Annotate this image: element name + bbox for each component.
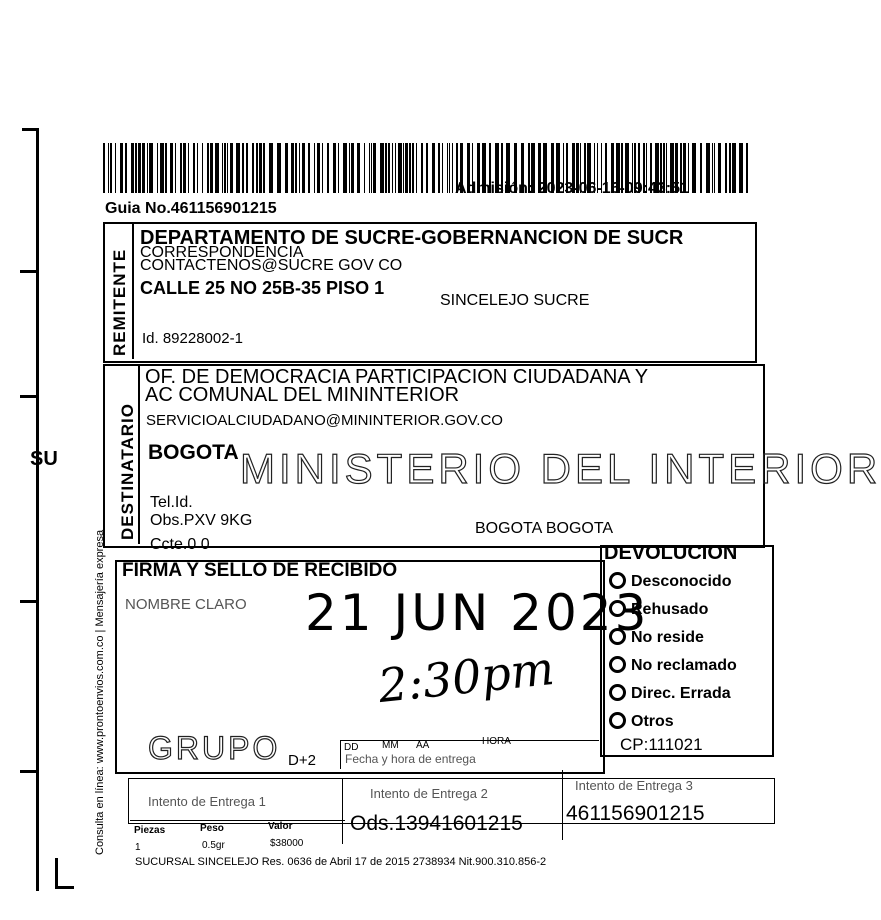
barcode-bar: [388, 143, 390, 193]
barcode-bar: [170, 143, 173, 193]
intentos-divider: [562, 770, 563, 840]
barcode-bar: [409, 143, 411, 193]
destinatario-city: BOGOTA: [148, 441, 239, 464]
barcode-bar: [125, 143, 127, 193]
barcode-bar: [314, 143, 315, 193]
devolucion-title: DEVOLUCION: [604, 542, 738, 564]
barcode-bar: [142, 143, 145, 193]
barcode-bar: [403, 143, 404, 193]
barcode-bar: [333, 143, 336, 193]
valor-header: Valor: [268, 821, 293, 832]
barcode-bar: [120, 143, 123, 193]
firma-title: FIRMA Y SELLO DE RECIBIDO: [122, 560, 398, 581]
barcode-bar: [380, 143, 384, 193]
ministerio-stamp: MINISTERIO DEL INTERIOR: [240, 445, 881, 492]
barcode-bar: [369, 143, 370, 193]
barcode-bar: [442, 143, 443, 193]
barcode-bar: [183, 143, 186, 193]
barcode-bar: [447, 143, 448, 193]
barcode-bar: [188, 143, 189, 193]
barcode-bar: [700, 143, 702, 193]
sucursal-line: SUCURSAL SINCELEJO Res. 0636 de Abril 17 de 2015 2738934 Nit.900.310.856-2: [135, 856, 547, 868]
barcode-bar: [412, 143, 414, 193]
barcode-bar: [706, 143, 710, 193]
barcode-bar: [160, 143, 164, 193]
radio-icon: [609, 656, 626, 673]
barcode-bar: [385, 143, 387, 193]
barcode-bar: [263, 143, 265, 193]
destinatario-label: DESTINATARIO: [118, 403, 137, 540]
nombre-claro-label: NOMBRE CLARO: [125, 596, 247, 613]
d2-label: D+2: [288, 752, 316, 769]
barcode-bar: [295, 143, 297, 193]
barcode-bar: [421, 143, 423, 193]
barcode-bar: [242, 143, 244, 193]
barcode-bar: [299, 143, 300, 193]
aa-label: AA: [416, 740, 430, 751]
barcode-bar: [438, 143, 440, 193]
margin-tick: [20, 270, 38, 273]
barcode-bar: [405, 143, 408, 193]
barcode-bar: [210, 143, 213, 193]
barcode-bar: [147, 143, 148, 193]
barcode-bar: [115, 143, 116, 193]
destinatario-name1: OF. DE DEMOCRACIA PARTICIPACION CIUDADANA Y: [145, 366, 649, 388]
barcode-bar: [175, 143, 176, 193]
barcode-bar: [252, 143, 254, 193]
devolucion-options: [609, 572, 737, 740]
fecha-hora-label: Fecha y hora de entrega: [345, 752, 476, 766]
destinatario-email: SERVICIOALCIUDADANO@MININTERIOR.GOV.CO: [146, 412, 503, 429]
barcode-bar: [108, 143, 109, 193]
radio-icon: [609, 712, 626, 729]
barcode-bar: [236, 143, 240, 193]
intento-1: Intento de Entrega 1: [148, 794, 266, 809]
valor-value: $38000: [270, 838, 304, 849]
peso-value: 0.5gr: [202, 840, 225, 851]
barcode-bar: [739, 143, 743, 193]
barcode-bar: [222, 143, 223, 193]
handwritten-time: 2:30pm: [375, 640, 557, 714]
guia-number: Guia No.461156901215: [105, 200, 277, 217]
intento-3: Intento de Entrega 3: [575, 778, 693, 793]
remitente-name: DEPARTAMENTO DE SUCRE-GOBERNANCION DE SUCR: [140, 227, 684, 249]
piezas-value: 1: [135, 842, 141, 853]
barcode-bar: [110, 143, 112, 193]
margin-tick: [20, 395, 38, 398]
ods-number: Ods.13941601215: [350, 812, 523, 835]
barcode-bar: [165, 143, 167, 193]
barcode-bar: [197, 143, 198, 193]
barcode-bar: [202, 143, 203, 193]
barcode-bar: [157, 143, 158, 193]
barcode-bar: [224, 143, 226, 193]
destinatario-city2: BOGOTA BOGOTA: [475, 520, 614, 537]
barcode-bar: [746, 143, 748, 193]
barcode-bar: [149, 143, 153, 193]
remitente-id: Id. 89228002-1: [142, 330, 243, 347]
hora-label: HORA: [482, 736, 511, 747]
devolucion-cp: CP:111021: [620, 735, 703, 754]
barcode-bar: [729, 143, 731, 193]
barcode-bar: [349, 143, 350, 193]
destinatario-divider: [138, 366, 140, 544]
barcode-bar: [103, 143, 105, 193]
radio-icon: [609, 684, 626, 701]
barcode-bar: [725, 143, 727, 193]
barcode-bar: [432, 143, 435, 193]
barcode-bar: [317, 143, 320, 193]
barcode-bar: [718, 143, 721, 193]
devolucion-option[interactable]: Rehusado: [609, 600, 737, 628]
barcode-bar: [322, 143, 323, 193]
remitente-address: CALLE 25 NO 25B-35 PISO 1: [140, 278, 385, 298]
barcode-bar: [246, 143, 248, 193]
margin-bracket-bottom: [55, 858, 74, 889]
devolucion-option[interactable]: Desconocido: [609, 572, 737, 600]
barcode-bar: [392, 143, 393, 193]
margin-tick: [20, 600, 38, 603]
barcode-bar: [395, 143, 396, 193]
remitente-city: SINCELEJO SUCRE: [440, 292, 590, 309]
received-date-stamp: 21 JUN 2023: [305, 584, 650, 642]
margin-tick: [20, 770, 38, 773]
margin-bracket: [22, 128, 39, 891]
barcode-bar: [227, 143, 228, 193]
barcode-bar: [371, 143, 372, 193]
barcode-bar: [732, 143, 736, 193]
guia-number-footer: 461156901215: [566, 802, 705, 825]
barcode-bar: [308, 143, 310, 193]
barcode-bar: [426, 143, 428, 193]
barcode-bar: [277, 143, 281, 193]
barcode-bar: [452, 143, 453, 193]
barcode-bar: [692, 143, 696, 193]
side-website-text: Consulta en línea: www.prontoenvios.com.co | Mensajería expresa: [94, 529, 106, 855]
barcode-bar: [131, 143, 134, 193]
destinatario-tel: Tel.Id.: [150, 494, 193, 511]
barcode-bar: [138, 143, 141, 193]
remitente-line1: CORRESPONDENCIA: [140, 244, 304, 261]
barcode-bar: [193, 143, 195, 193]
destinatario-obs: Obs.PXV 9KG: [150, 512, 253, 529]
barcode-bar: [343, 143, 347, 193]
peso-header: Peso: [200, 823, 224, 834]
barcode-bar: [416, 143, 417, 193]
barcode-bar: [230, 143, 233, 193]
admision-timestamp: Admisión: 2023-06-16-09:43:51: [455, 180, 689, 197]
barcode-bar: [712, 143, 713, 193]
barcode-bar: [215, 143, 219, 193]
grupo-stamp: GRUPO: [148, 730, 281, 766]
devolucion-option[interactable]: No reside: [609, 628, 737, 656]
barcode-bar: [269, 143, 273, 193]
barcode-bar: [285, 143, 288, 193]
barcode-bar: [327, 143, 329, 193]
barcode-bar: [291, 143, 294, 193]
barcode-bar: [256, 143, 258, 193]
barcode-bar: [398, 143, 402, 193]
radio-icon: [609, 628, 626, 645]
margin-text: SU: [30, 448, 58, 470]
remitente-email: CONTACTENOS@SUCRE GOV CO: [140, 257, 403, 274]
intento-2: Intento de Entrega 2: [370, 786, 488, 801]
devolucion-option[interactable]: Direc. Errada: [609, 684, 737, 712]
barcode-bar: [180, 143, 182, 193]
remitente-divider: [132, 224, 134, 359]
piezas-header: Piezas: [134, 825, 166, 836]
barcode-bar: [357, 143, 360, 193]
remitente-label: REMITENTE: [110, 248, 129, 356]
barcode-bar: [364, 143, 365, 193]
radio-icon: [609, 572, 626, 589]
devolucion-option[interactable]: Otros: [609, 712, 737, 740]
barcode-bar: [351, 143, 354, 193]
destinatario-ccte: Ccte.0 0: [150, 536, 210, 553]
barcode-bar: [373, 143, 376, 193]
barcode-bar: [207, 143, 209, 193]
destinatario-name2: AC COMUNAL DEL MININTERIOR: [145, 384, 460, 406]
barcode-bar: [449, 143, 450, 193]
barcode-bar: [714, 143, 715, 193]
devolucion-option[interactable]: No reclamado: [609, 656, 737, 684]
barcode-bar: [135, 143, 137, 193]
radio-icon: [609, 600, 626, 617]
mm-label: MM: [382, 740, 399, 751]
barcode-bar: [338, 143, 339, 193]
dd-label: DD: [344, 742, 359, 753]
barcode-bar: [302, 143, 305, 193]
barcode-bar: [259, 143, 262, 193]
